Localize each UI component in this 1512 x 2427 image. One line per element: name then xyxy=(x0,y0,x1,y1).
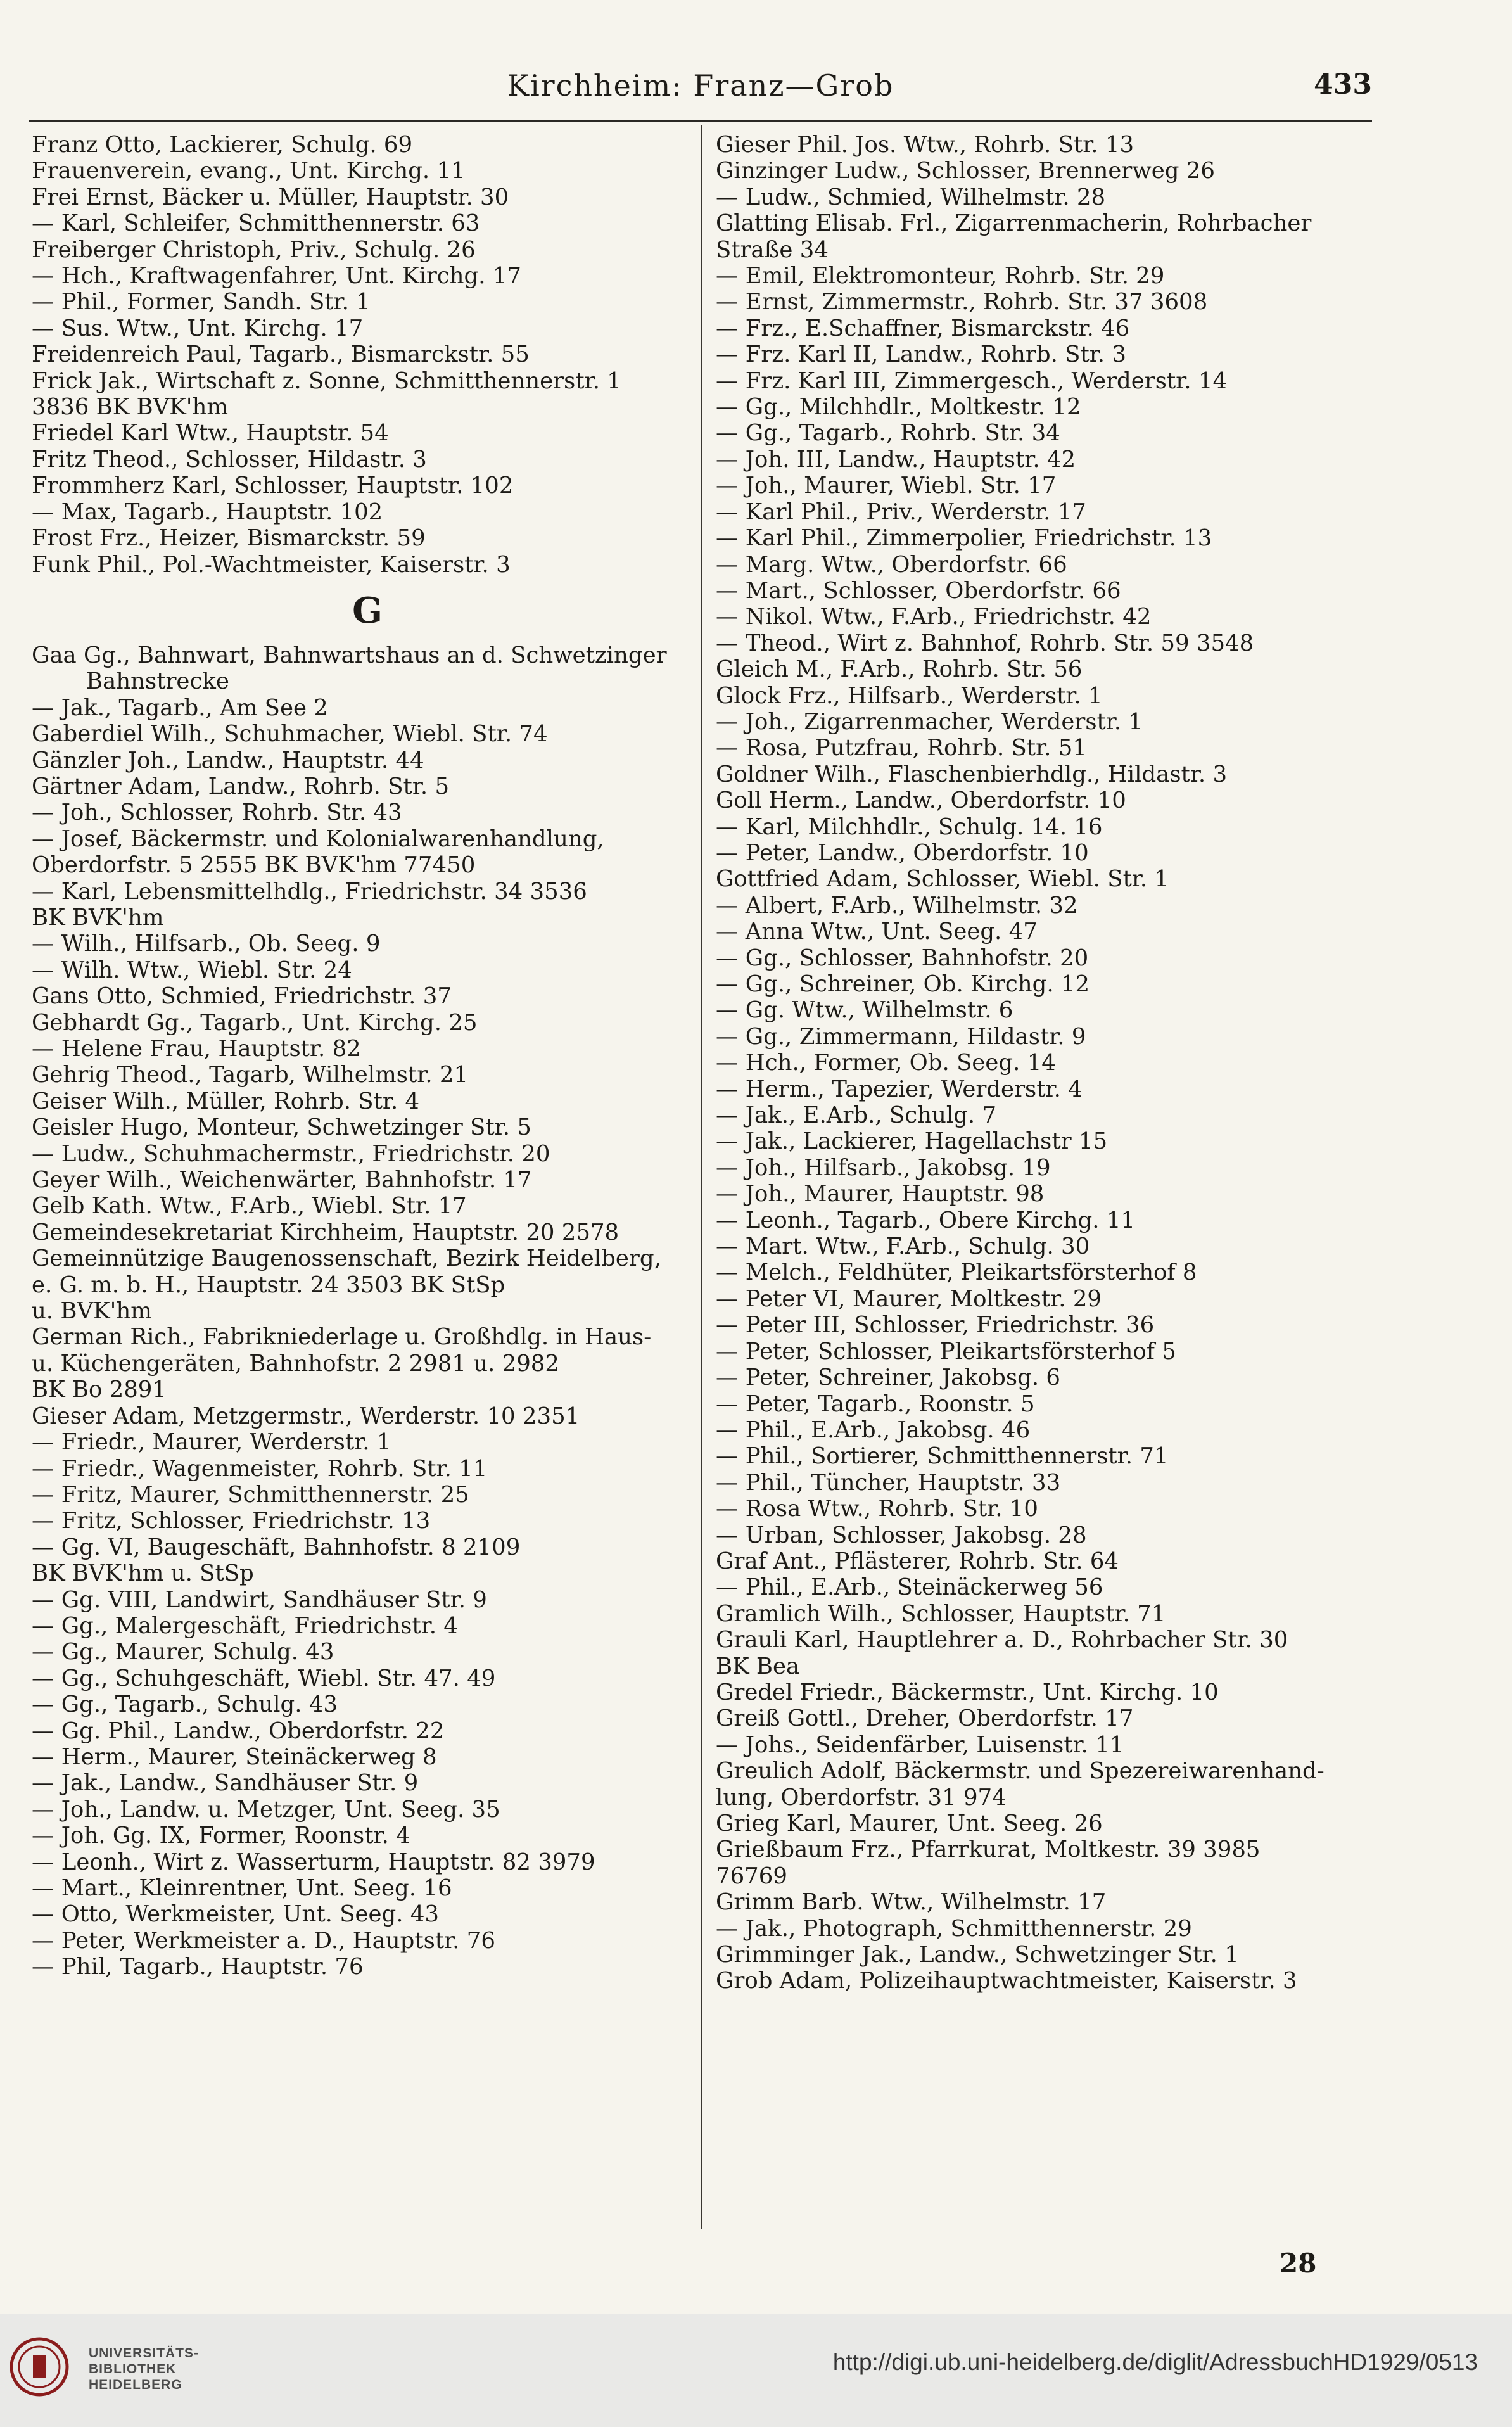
directory-entry: 76769 xyxy=(716,1863,787,1889)
directory-entry: — Joh. III, Landw., Hauptstr. 42 xyxy=(716,446,1076,473)
directory-entry: — Wilh., Hilfsarb., Ob. Seeg. 9 xyxy=(32,931,381,957)
directory-entry: — Gg. VI, Baugeschäft, Bahnhofstr. 8 2109 xyxy=(32,1534,521,1560)
header-rule xyxy=(29,120,1372,122)
directory-entry: BK BVK'hm xyxy=(32,904,164,931)
directory-entry: — Emil, Elektromonteur, Rohrb. Str. 29 xyxy=(716,263,1165,290)
directory-entry: — Peter VI, Maurer, Moltkestr. 29 xyxy=(716,1285,1102,1312)
directory-entry: — Marg. Wtw., Oberdorfstr. 66 xyxy=(716,551,1067,578)
directory-entry: — Ludw., Schmied, Wilhelmstr. 28 xyxy=(716,184,1106,210)
running-title: Kirchheim: Franz—Grob xyxy=(507,68,894,103)
directory-entry: — Gg., Tagarb., Schulg. 43 xyxy=(32,1691,338,1718)
page-number: 433 xyxy=(1314,68,1372,101)
directory-entry: — Joh., Hilfsarb., Jakobsg. 19 xyxy=(716,1154,1051,1181)
directory-entry: — Joh., Maurer, Wiebl. Str. 17 xyxy=(716,473,1057,499)
directory-entry: Gans Otto, Schmied, Friedrichstr. 37 xyxy=(32,983,452,1010)
directory-entry: Goldner Wilh., Flaschenbierhdlg., Hildastr. 3 xyxy=(716,761,1228,787)
directory-entry: — Nikol. Wtw., F.Arb., Friedrichstr. 42 xyxy=(716,604,1152,630)
directory-entry: — Gg., Malergeschäft, Friedrichstr. 4 xyxy=(32,1612,458,1639)
institution-line: HEIDELBERG xyxy=(89,2378,182,2392)
directory-entry: Geiser Wilh., Müller, Rohrb. Str. 4 xyxy=(32,1088,420,1114)
directory-entry: — Gg., Schreiner, Ob. Kirchg. 12 xyxy=(716,971,1090,997)
directory-entry: Gehrig Theod., Tagarb, Wilhelmstr. 21 xyxy=(32,1062,469,1088)
directory-entry: — Peter, Landw., Oberdorfstr. 10 xyxy=(716,839,1089,866)
directory-entry: e. G. m. b. H., Hauptstr. 24 3503 BK StSp xyxy=(32,1271,505,1298)
directory-entry: Gemeinnützige Baugenossenschaft, Bezirk Heidelberg, xyxy=(32,1245,661,1272)
directory-entry: — Gg., Zimmermann, Hildastr. 9 xyxy=(716,1023,1086,1050)
directory-entry: Geisler Hugo, Monteur, Schwetzinger Str. 5 xyxy=(32,1114,531,1141)
directory-entry: — Jak., E.Arb., Schulg. 7 xyxy=(716,1102,997,1129)
directory-entry: Friedel Karl Wtw., Hauptstr. 54 xyxy=(32,420,389,447)
directory-entry: Grießbaum Frz., Pfarrkurat, Moltkestr. 39 3985 xyxy=(716,1837,1261,1863)
directory-entry: — Ludw., Schuhmachermstr., Friedrichstr. 20 xyxy=(32,1140,550,1167)
directory-entry: — Otto, Werkmeister, Unt. Seeg. 43 xyxy=(32,1901,440,1928)
directory-entry: — Karl, Schleifer, Schmitthennerstr. 63 xyxy=(32,210,480,237)
directory-entry: — Phil., E.Arb., Jakobsg. 46 xyxy=(716,1417,1031,1443)
right-column xyxy=(716,132,1387,2229)
directory-entry: Glock Frz., Hilfsarb., Werderstr. 1 xyxy=(716,682,1103,709)
left-entry-list xyxy=(32,132,703,1980)
directory-entry: Gottfried Adam, Schlosser, Wiebl. Str. 1 xyxy=(716,866,1169,893)
directory-entry: — Phil., Sortierer, Schmitthennerstr. 71 xyxy=(716,1443,1169,1470)
directory-entry: — Urban, Schlosser, Jakobsg. 28 xyxy=(716,1522,1087,1548)
directory-entry: — Joh., Landw. u. Metzger, Unt. Seeg. 35 xyxy=(32,1796,500,1823)
directory-entry: — Jak., Tagarb., Am See 2 xyxy=(32,694,328,721)
library-seal-icon xyxy=(9,2336,70,2397)
directory-entry: — Gg., Milchhdlr., Moltkestr. 12 xyxy=(716,394,1081,421)
directory-entry: — Fritz, Maurer, Schmitthennerstr. 25 xyxy=(32,1481,469,1508)
directory-entry: — Max, Tagarb., Hauptstr. 102 xyxy=(32,499,383,525)
directory-entry: — Gg., Schlosser, Bahnhofstr. 20 xyxy=(716,945,1089,971)
directory-entry: — Phil., E.Arb., Steinäckerweg 56 xyxy=(716,1574,1103,1601)
directory-entry: — Friedr., Maurer, Werderstr. 1 xyxy=(32,1429,391,1456)
directory-entry: Greiß Gottl., Dreher, Oberdorfstr. 17 xyxy=(716,1705,1134,1732)
directory-entry: Geyer Wilh., Weichenwärter, Bahnhofstr. 17 xyxy=(32,1167,532,1194)
directory-entry: — Peter, Schlosser, Pleikartsförsterhof 5 xyxy=(716,1338,1176,1365)
directory-entry: — Jak., Landw., Sandhäuser Str. 9 xyxy=(32,1770,419,1797)
directory-entry: — Karl Phil., Zimmerpolier, Friedrichstr. 13 xyxy=(716,525,1212,552)
directory-entry: Freiberger Christoph, Priv., Schulg. 26 xyxy=(32,236,476,263)
directory-entry: Ginzinger Ludw., Schlosser, Brennerweg 26 xyxy=(716,158,1215,184)
directory-entry: Freidenreich Paul, Tagarb., Bismarckstr. 55 xyxy=(32,341,530,368)
directory-entry: — Herm., Maurer, Steinäckerweg 8 xyxy=(32,1743,437,1770)
directory-entry: Grimm Barb. Wtw., Wilhelmstr. 17 xyxy=(716,1889,1107,1916)
directory-entry: — Gg. Wtw., Wilhelmstr. 6 xyxy=(716,997,1013,1024)
directory-entry: Frauenverein, evang., Unt. Kirchg. 11 xyxy=(32,158,466,184)
directory-entry: — Gg., Tagarb., Rohrb. Str. 34 xyxy=(716,420,1060,447)
directory-entry: Graf Ant., Pflästerer, Rohrb. Str. 64 xyxy=(716,1548,1119,1574)
directory-entry: Franz Otto, Lackierer, Schulg. 69 xyxy=(32,132,413,158)
directory-entry: Frommherz Karl, Schlosser, Hauptstr. 102 xyxy=(32,473,514,499)
directory-entry: — Herm., Tapezier, Werderstr. 4 xyxy=(716,1076,1083,1102)
directory-entry: Goll Herm., Landw., Oberdorfstr. 10 xyxy=(716,787,1126,814)
directory-entry: — Frz. Karl II, Landw., Rohrb. Str. 3 xyxy=(716,341,1126,368)
directory-entry: — Anna Wtw., Unt. Seeg. 47 xyxy=(716,919,1038,945)
directory-entry: — Mart. Wtw., F.Arb., Schulg. 30 xyxy=(716,1233,1090,1260)
directory-entry: Gieser Adam, Metzgermstr., Werderstr. 10 2351 xyxy=(32,1403,580,1429)
directory-entry: u. BVK'hm xyxy=(32,1298,152,1325)
directory-entry: — Rosa Wtw., Rohrb. Str. 10 xyxy=(716,1496,1038,1522)
directory-entry: Oberdorfstr. 5 2555 BK BVK'hm 77450 xyxy=(32,852,476,879)
directory-entry: u. Küchengeräten, Bahnhofstr. 2 2981 u. 2982 xyxy=(32,1350,559,1377)
directory-entry: — Hch., Former, Ob. Seeg. 14 xyxy=(716,1050,1056,1076)
institution-line: BIBLIOTHEK xyxy=(89,2362,177,2376)
directory-entry: Gänzler Joh., Landw., Hauptstr. 44 xyxy=(32,747,424,774)
directory-entry: Gieser Phil. Jos. Wtw., Rohrb. Str. 13 xyxy=(716,132,1134,158)
directory-entry: BK Bo 2891 xyxy=(32,1377,167,1403)
directory-entry: — Hch., Kraftwagenfahrer, Unt. Kirchg. 17 xyxy=(32,263,522,290)
section-heading: G xyxy=(352,589,383,632)
directory-entry: — Gg. VIII, Landwirt, Sandhäuser Str. 9 xyxy=(32,1586,487,1613)
directory-entry: — Albert, F.Arb., Wilhelmstr. 32 xyxy=(716,892,1078,919)
directory-entry: Gaberdiel Wilh., Schuhmacher, Wiebl. Str. 74 xyxy=(32,721,548,748)
directory-entry: — Joh., Maurer, Hauptstr. 98 xyxy=(716,1181,1045,1207)
directory-entry: — Josef, Bäckermstr. und Kolonialwarenhandlung, xyxy=(32,825,604,852)
directory-entry: German Rich., Fabrikniederlage u. Großhdlg. in Haus- xyxy=(32,1324,652,1351)
directory-entry: Frick Jak., Wirtschaft z. Sonne, Schmitthennerstr. 1 xyxy=(32,367,621,394)
directory-entry: Frost Frz., Heizer, Bismarckstr. 59 xyxy=(32,525,426,552)
page-header xyxy=(29,63,1372,108)
directory-entry: — Joh., Schlosser, Rohrb. Str. 43 xyxy=(32,799,402,826)
directory-entry: — Peter, Werkmeister a. D., Hauptstr. 76 xyxy=(32,1927,495,1954)
directory-entry: Grob Adam, Polizeihauptwachtmeister, Kaiserstr. 3 xyxy=(716,1968,1297,1994)
directory-entry: — Joh. Gg. IX, Former, Roonstr. 4 xyxy=(32,1823,410,1849)
directory-entry: — Friedr., Wagenmeister, Rohrb. Str. 11 xyxy=(32,1455,488,1482)
directory-entry: Glatting Elisab. Frl., Zigarrenmacherin, Rohrbacher xyxy=(716,210,1312,237)
directory-entry: — Karl, Lebensmittelhdlg., Friedrichstr. 34 3536 xyxy=(32,878,587,905)
directory-entry: — Leonh., Wirt z. Wasserturm, Hauptstr. 82 3979 xyxy=(32,1849,595,1875)
directory-entry: — Peter, Schreiner, Jakobsg. 6 xyxy=(716,1365,1061,1391)
directory-entry: — Johs., Seidenfärber, Luisenstr. 11 xyxy=(716,1731,1124,1758)
directory-entry: lung, Oberdorfstr. 31 974 xyxy=(716,1784,1007,1811)
directory-entry: — Peter, Tagarb., Roonstr. 5 xyxy=(716,1391,1035,1417)
directory-entry: 3836 BK BVK'hm xyxy=(32,394,229,421)
directory-entry: — Frz., E.Schaffner, Bismarckstr. 46 xyxy=(716,315,1130,341)
directory-entry: — Karl Phil., Priv., Werderstr. 17 xyxy=(716,499,1086,525)
source-url-link[interactable]: http://digi.ub.uni-heidelberg.de/diglit/AdressbuchHD1929/0513 xyxy=(832,2349,1478,2375)
directory-entry: Gaa Gg., Bahnwart, Bahnwartshaus an d. Schwetzinger Bahnstrecke xyxy=(32,642,667,695)
directory-entry: Fritz Theod., Schlosser, Hildastr. 3 xyxy=(32,446,427,473)
directory-entry: Frei Ernst, Bäcker u. Müller, Hauptstr. 30 xyxy=(32,184,509,210)
directory-entry: — Jak., Photograph, Schmitthennerstr. 29 xyxy=(716,1915,1192,1942)
directory-entry: Gleich M., F.Arb., Rohrb. Str. 56 xyxy=(716,656,1083,683)
directory-entry: — Jak., Lackierer, Hagellachstr 15 xyxy=(716,1128,1108,1155)
directory-entry: BK BVK'hm u. StSp xyxy=(32,1560,254,1587)
directory-entry: Grauli Karl, Hauptlehrer a. D., Rohrbacher Str. 30 xyxy=(716,1627,1288,1653)
right-entry-list xyxy=(716,132,1387,1994)
directory-entry: Gemeindesekretariat Kirchheim, Hauptstr. 20 2578 xyxy=(32,1219,619,1245)
directory-entry: — Theod., Wirt z. Bahnhof, Rohrb. Str. 59 3548 xyxy=(716,630,1254,656)
directory-entry: — Phil, Tagarb., Hauptstr. 76 xyxy=(32,1954,364,1980)
left-column xyxy=(32,132,703,2229)
directory-entry: Gärtner Adam, Landw., Rohrb. Str. 5 xyxy=(32,773,450,799)
directory-entry: — Sus. Wtw., Unt. Kirchg. 17 xyxy=(32,315,364,341)
directory-entry: — Phil., Former, Sandh. Str. 1 xyxy=(32,289,371,315)
directory-entry: — Wilh. Wtw., Wiebl. Str. 24 xyxy=(32,957,352,983)
footer-bar xyxy=(0,2314,1512,2427)
directory-entry: — Melch., Feldhüter, Pleikartsförsterhof 8 xyxy=(716,1259,1197,1286)
directory-entry: Funk Phil., Pol.-Wachtmeister, Kaiserstr. 3 xyxy=(32,551,511,578)
directory-entry: — Mart., Kleinrentner, Unt. Seeg. 16 xyxy=(32,1875,452,1901)
institution-name xyxy=(89,2345,199,2393)
directory-entry: — Gg., Maurer, Schulg. 43 xyxy=(32,1639,334,1666)
directory-entry: Grieg Karl, Maurer, Unt. Seeg. 26 xyxy=(716,1811,1103,1837)
directory-entry: — Gg. Phil., Landw., Oberdorfstr. 22 xyxy=(32,1717,445,1744)
directory-entry: Grimminger Jak., Landw., Schwetzinger Str. 1 xyxy=(716,1942,1239,1968)
directory-entry: Greulich Adolf, Bäckermstr. und Spezereiwarenhand- xyxy=(716,1758,1325,1785)
directory-entry: — Leonh., Tagarb., Obere Kirchg. 11 xyxy=(716,1207,1136,1233)
directory-entry: — Mart., Schlosser, Oberdorfstr. 66 xyxy=(716,577,1121,604)
directory-entry: — Karl, Milchhdlr., Schulg. 14. 16 xyxy=(716,813,1103,840)
directory-entry: — Frz. Karl III, Zimmergesch., Werderstr. 14 xyxy=(716,367,1228,394)
directory-entry: — Gg., Schuhgeschäft, Wiebl. Str. 47. 49 xyxy=(32,1665,496,1691)
directory-entry: Gramlich Wilh., Schlosser, Hauptstr. 71 xyxy=(716,1600,1166,1627)
directory-entry: BK Bea xyxy=(716,1653,800,1679)
directory-entry: — Phil., Tüncher, Hauptstr. 33 xyxy=(716,1469,1061,1496)
directory-entry: — Peter III, Schlosser, Friedrichstr. 36 xyxy=(716,1312,1155,1339)
directory-entry: — Ernst, Zimmermstr., Rohrb. Str. 37 3608 xyxy=(716,289,1208,315)
signature-mark: 28 xyxy=(1280,2248,1317,2279)
institution-line: UNIVERSITÄTS- xyxy=(89,2346,200,2360)
directory-entry: — Fritz, Schlosser, Friedrichstr. 13 xyxy=(32,1508,431,1534)
directory-entry: Gebhardt Gg., Tagarb., Unt. Kirchg. 25 xyxy=(32,1009,478,1036)
directory-entry: Gelb Kath. Wtw., F.Arb., Wiebl. Str. 17 xyxy=(32,1193,467,1220)
directory-entry: — Helene Frau, Hauptstr. 82 xyxy=(32,1036,361,1062)
directory-entry: — Joh., Zigarrenmacher, Werderstr. 1 xyxy=(716,708,1143,735)
directory-entry: — Rosa, Putzfrau, Rohrb. Str. 51 xyxy=(716,735,1087,761)
directory-entry: Gredel Friedr., Bäckermstr., Unt. Kirchg. 10 xyxy=(716,1679,1219,1705)
directory-entry: Straße 34 xyxy=(716,236,829,263)
